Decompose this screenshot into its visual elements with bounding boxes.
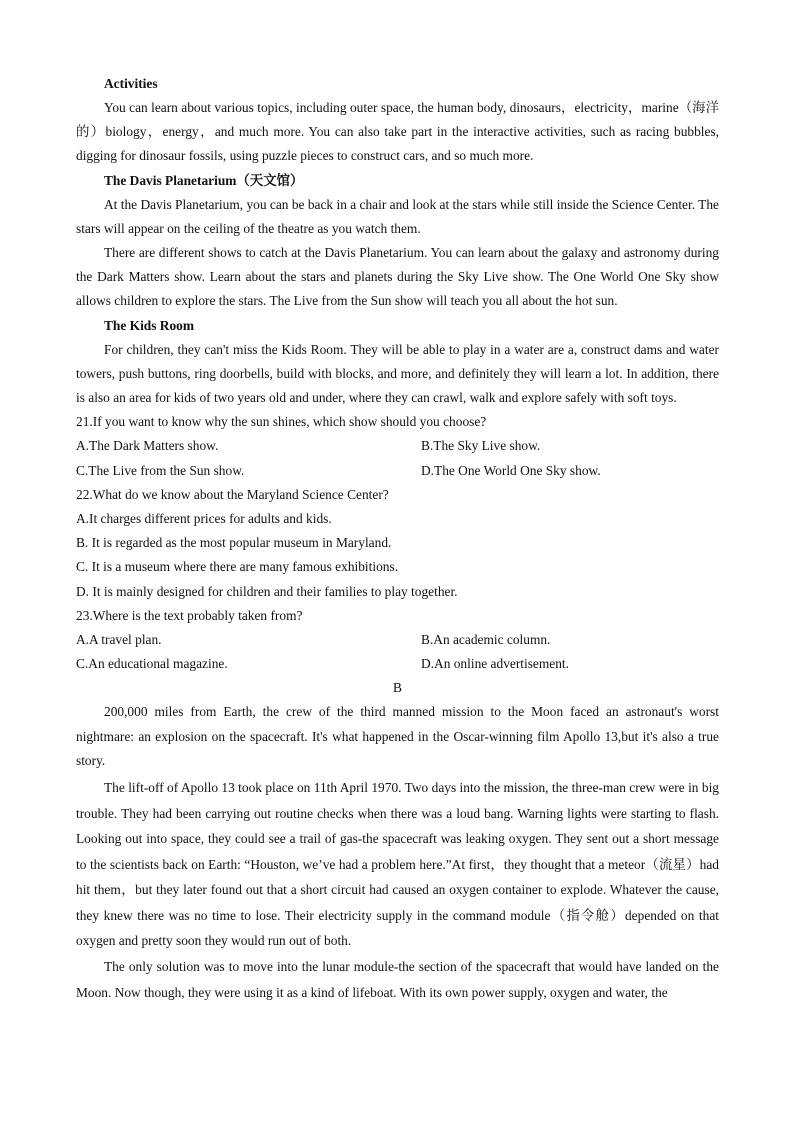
q21-option-b: B.The Sky Live show. [421,438,541,454]
activities-heading: Activities [104,76,158,91]
document-content [76,72,719,1005]
q22-option-b: B. It is regarded as the most popular museum in Maryland. [76,535,392,551]
section-b-paragraph-3: The only solution was to move into the lunar module-the section of the spacecraft that would have landed on the Moon. Now though, they were using it as a kind of lifeboat. With its own power supply, oxygen and water, the [76,959,719,1000]
question-23: 23.Where is the text probably taken from? [76,607,303,623]
kids-room-paragraph: For children, they can't miss the Kids Room. They will be able to play in a water are a, construct dams and water towers, push buttons, ring doorbells, build with blocks, and more, and definitely they will learn a lot. In addition, there is also an area for kids of two years old and under, where they can crawl, walk and explore safely with soft toys. [76,341,719,406]
q23-option-d: D.An online advertisement. [421,656,570,672]
question-21-options-row-1 [76,434,719,458]
q21-option-a: A.The Dark Matters show. [76,438,219,454]
kids-room-heading: The Kids Room [104,317,195,333]
q23-option-a: A.A travel plan. [76,631,162,647]
question-23-options-row-1 [76,628,719,652]
q23-option-b: B.An academic column. [421,631,551,647]
q22-option-d: D. It is mainly designed for children and their families to play together. [76,583,458,599]
section-b-paragraph-1: 200,000 miles from Earth, the crew of the third manned mission to the Moon faced an astronaut's worst nightmare: an explosion on the spacecraft. It's what happened in the Oscar-winning film Apollo 13,but it's also a true story. [76,704,719,768]
planetarium-paragraph-2: There are different shows to catch at the Davis Planetarium. You can learn about the galaxy and astronomy during the Dark Matters show. Learn about the stars and planets during the Sky Live show. The One World One Sky show allows children to explore the stars. The Live from the Sun show will teach you all about the hot sun. [76,245,719,309]
q21-option-d: D.The One World One Sky show. [421,462,601,478]
q22-option-c: C. It is a museum where there are many famous exhibitions. [76,559,399,575]
section-b-label: B [393,680,402,696]
q22-option-a: A.It charges different prices for adults and kids. [76,510,332,526]
question-21-options-row-2 [76,459,719,483]
section-b-paragraph-2: The lift-off of Apollo 13 took place on 11th April 1970. Two days into the mission, the three-man crew were in big trouble. They had been carrying out routine checks when there was a loud bang. Warning lights were starting to flash. Looking out into space, they could see a trail of gas-the spacecraft was leaking oxygen. They sent out a short message to the scientists back on Earth: “Houston, we’ve had a problem here.”At first，they thought that a meteor（流星）had hit them，but they later found out that a short circuit had caused an oxygen container to explode. Whatever the cause, they knew there was no time to lose. Their electricity supply in the command module（指令舱）depended on that oxygen and pretty soon they would run out of both. [76,779,719,949]
activities-paragraph: You can learn about various topics, including outer space, the human body, dinosaurs，electricity，marine（海洋的）biology，energy，and much more. You can also take part in the interactive activities, such as racing bubbles, digging for dinosaur fossils, using puzzle pieces to construct cars, and so much more. [76,100,719,164]
question-22: 22.What do we know about the Maryland Science Center? [76,486,389,502]
question-23-options-row-2 [76,652,719,676]
q23-option-c: C.An educational magazine. [76,656,228,672]
planetarium-paragraph-1: At the Davis Planetarium, you can be back in a chair and look at the stars while still inside the Science Center. The stars will appear on the ceiling of the theatre as you watch them. [76,196,719,236]
planetarium-heading: The Davis Planetarium（天文馆） [104,172,304,188]
question-21: 21.If you want to know why the sun shines, which show should you choose? [76,414,487,430]
q21-option-c: C.The Live from the Sun show. [76,462,245,478]
